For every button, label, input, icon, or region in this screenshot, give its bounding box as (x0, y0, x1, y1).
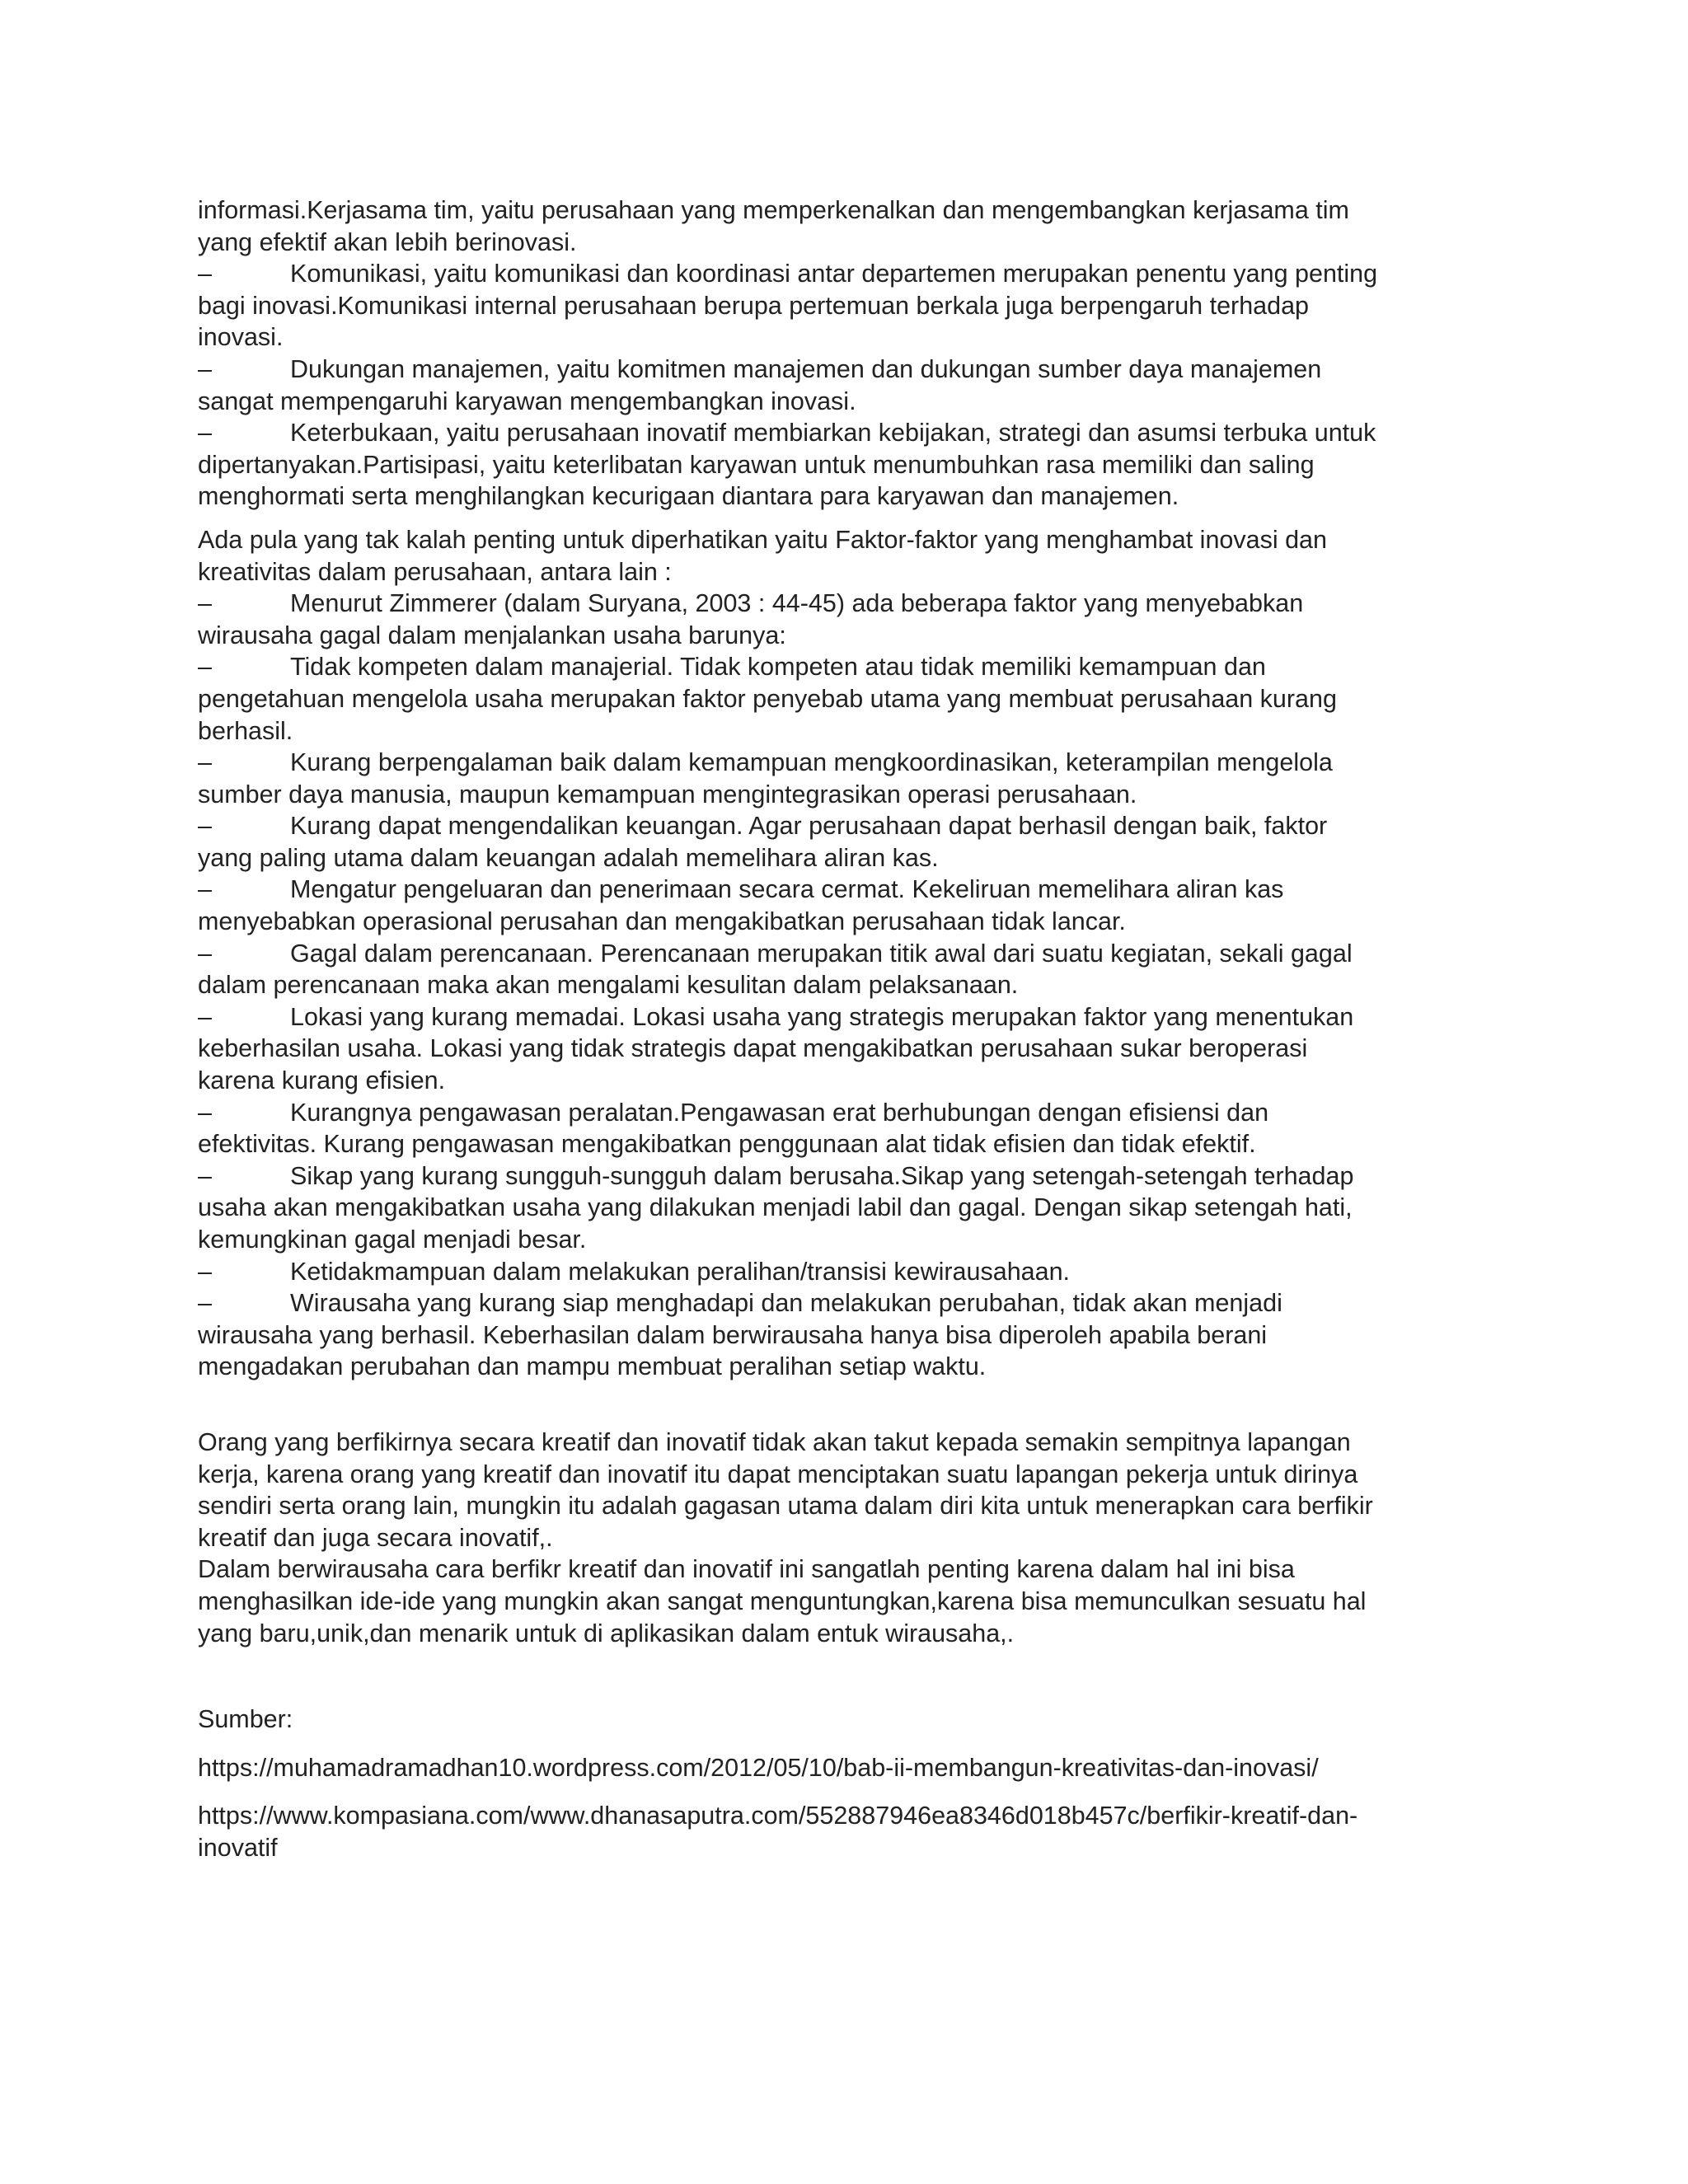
line-text: inovasi. (198, 323, 284, 352)
line-text: Ada pula yang tak kalah penting untuk diperhatikan yaitu Faktor-faktor yang menghambat inovasi dan (198, 525, 1327, 554)
list-item (198, 417, 1500, 449)
list-dash: – (198, 812, 212, 841)
line-text: pengetahuan mengelola usaha merupakan faktor penyebab utama yang membuat perusahaan kurang (198, 684, 1337, 713)
paragraph-spacer (198, 1692, 1500, 1704)
list-item (198, 874, 1500, 906)
line-text: dalam perencanaan maka akan mengalami kesulitan dalam pelaksanaan. (198, 971, 1019, 1000)
text-line (198, 1490, 1500, 1522)
source-link-continuation[interactable]: inovatif (198, 1833, 278, 1862)
text-line (198, 1319, 1500, 1352)
list-item (198, 938, 1500, 970)
line-text: Kurang berpengalaman baik dalam kemampuan mengkoordinasikan, keterampilan mengelola (290, 748, 1333, 777)
text-line (198, 194, 1500, 227)
text-line (198, 1192, 1500, 1224)
text-line (198, 524, 1500, 556)
text-line (198, 1554, 1500, 1586)
line-text: sangat mempengaruhi karyawan mengembangkan inovasi. (198, 387, 856, 415)
list-item (198, 651, 1500, 683)
list-item (198, 588, 1500, 620)
text-line (198, 556, 1500, 588)
line-text: menghasilkan ide-ide yang mungkin akan sangat menguntungkan,karena bisa memunculkan sesuatu hal (198, 1586, 1367, 1615)
list-dash: – (198, 1289, 212, 1318)
line-text: Kurang dapat mengendalikan keuangan. Agar perusahaan dapat berhasil dengan baik, faktor (290, 812, 1328, 841)
list-dash: – (198, 1161, 212, 1190)
line-text: efektivitas. Kurang pengawasan mengakibatkan penggunaan alat tidak efisien dan tidak efektif. (198, 1130, 1256, 1159)
line-text: kreatif dan juga secara inovatif,. (198, 1523, 553, 1552)
text-line (198, 1586, 1500, 1618)
line-text: kerja, karena orang yang kreatif dan inovatif itu dapat menciptakan suatu lapangan pekerja untuk dirinya (198, 1460, 1358, 1488)
line-text: karena kurang efisien. (198, 1066, 446, 1095)
text-line (198, 386, 1500, 418)
line-text: bagi inovasi.Komunikasi internal perusahaan berupa pertemuan berkala juga berpengaruh terhadap (198, 291, 1310, 320)
list-dash: – (198, 653, 212, 682)
text-line (198, 1065, 1500, 1097)
line-text: mengadakan perubahan dan mampu membuat peralihan setiap waktu. (198, 1352, 987, 1381)
paragraph-block-inhibitors (198, 524, 1500, 1383)
paragraph-spacer (198, 1736, 1500, 1752)
source-link[interactable]: https://muhamadramadhan10.wordpress.com/2012/05/10/bab-ii-membangun-kreativitas-dan-inovasi/ (198, 1753, 1319, 1782)
text-line (198, 779, 1500, 811)
line-text: Kurangnya pengawasan peralatan.Pengawasan erat berhubungan dengan efisiensi dan (290, 1098, 1269, 1127)
text-line (198, 321, 1500, 354)
text-line (198, 1522, 1500, 1554)
list-item (198, 354, 1500, 386)
paragraph-spacer (198, 1415, 1500, 1427)
line-text: Dukungan manajemen, yaitu komitmen manajemen dan dukungan sumber daya manajemen (290, 354, 1322, 383)
line-text: informasi.Kerjasama tim, yaitu perusahaan yang memperkenalkan dan mengembangkan kerjasama tim (198, 196, 1349, 224)
text-line (198, 1224, 1500, 1256)
line-text: Mengatur pengeluaran dan penerimaan secara cermat. Kekeliruan memelihara aliran kas (290, 875, 1284, 904)
line-text: Menurut Zimmerer (dalam Suryana, 2003 : 44-45) ada beberapa faktor yang menyebabkan (290, 589, 1304, 618)
text-line (198, 1128, 1500, 1160)
text-line (198, 906, 1500, 938)
list-item (198, 747, 1500, 779)
source-link[interactable]: https://www.kompasiana.com/www.dhanasaputra.com/552887946ea8346d018b457c/berfikir-kreatif-dan- (198, 1802, 1358, 1830)
list-dash: – (198, 875, 212, 904)
text-line (198, 969, 1500, 1001)
line-text: Sikap yang kurang sungguh-sungguh dalam berusaha.Sikap yang setengah-setengah terhadap (290, 1161, 1354, 1190)
line-text: wirausaha yang berhasil. Keberhasilan dalam berwirausaha hanya bisa diperoleh apabila berani (198, 1320, 1268, 1349)
text-line (198, 1618, 1500, 1650)
line-text: Dalam berwirausaha cara berfikr kreatif dan inovatif ini sangatlah penting karena dalam hal ini bisa (198, 1555, 1295, 1584)
line-text: Tidak kompeten dalam manajerial. Tidak kompeten atau tidak memiliki kemampuan dan (290, 653, 1266, 682)
list-item (198, 1001, 1500, 1033)
line-text: wirausaha gagal dalam menjalankan usaha barunya: (198, 621, 786, 649)
line-text: usaha akan mengakibatkan usaha yang dilakukan menjadi labil dan gagal. Dengan sikap setengah hati, (198, 1193, 1353, 1222)
paragraph-spacer (198, 513, 1500, 524)
paragraph-spacer (198, 1649, 1500, 1692)
text-line (198, 842, 1500, 874)
line-text: menyebabkan operasional perusahan dan mengakibatkan perusahaan tidak lancar. (198, 907, 1126, 936)
line-text: Orang yang berfikirnya secara kreatif dan inovatif tidak akan takut kepada semakin sempitnya lapangan (198, 1427, 1351, 1456)
line-text: sumber daya manusia, maupun kemampuan mengintegrasikan operasi perusahaan. (198, 780, 1137, 808)
line-text: yang paling utama dalam keuangan adalah memelihara aliran kas. (198, 843, 939, 872)
paragraph-spacer (198, 1783, 1500, 1800)
line-text: kreativitas dalam perusahaan, antara lain : (198, 557, 672, 586)
text-line (198, 1459, 1500, 1491)
text-line (198, 715, 1500, 748)
text-line (198, 449, 1500, 481)
list-item (198, 1160, 1500, 1193)
line-text: Ketidakmampuan dalam melakukan peralihan/transisi kewirausahaan. (290, 1257, 1071, 1286)
text-line (198, 290, 1500, 322)
list-dash: – (198, 1257, 212, 1286)
list-dash: – (198, 748, 212, 777)
list-item (198, 810, 1500, 842)
text-line (198, 1427, 1500, 1459)
text-line (198, 1351, 1500, 1383)
document-page (198, 194, 1500, 1864)
line-text: berhasil. (198, 716, 293, 745)
line-text: keberhasilan usaha. Lokasi yang tidak strategis dapat mengakibatkan perusahaan sukar beroperasi (198, 1034, 1308, 1063)
list-item (198, 1287, 1500, 1319)
text-line (198, 620, 1500, 652)
line-text: sendiri serta orang lain, mungkin itu adalah gagasan utama dalam diri kita untuk menerapkan cara berfikir (198, 1492, 1373, 1521)
line-text: yang efektif akan lebih berinovasi. (198, 227, 577, 256)
list-dash: – (198, 1098, 212, 1127)
line-text: dipertanyakan.Partisipasi, yaitu keterlibatan karyawan untuk menumbuhkan rasa memiliki dan saling (198, 450, 1315, 479)
line-text: Gagal dalam perencanaan. Perencanaan merupakan titik awal dari suatu kegiatan, sekali gagal (290, 939, 1353, 968)
list-dash: – (198, 260, 212, 288)
sources-label: Sumber: (198, 1705, 293, 1734)
list-dash: – (198, 1002, 212, 1031)
line-text: kemungkinan gagal menjadi besar. (198, 1226, 587, 1254)
text-line (198, 1033, 1500, 1065)
paragraph-block-conclusion (198, 1427, 1500, 1649)
list-dash: – (198, 354, 212, 383)
line-text: Komunikasi, yaitu komunikasi dan koordinasi antar departemen merupakan penentu yang penting (290, 260, 1378, 288)
text-line (198, 227, 1500, 259)
list-dash: – (198, 419, 212, 448)
text-line (198, 480, 1500, 513)
line-text: menghormati serta menghilangkan kecurigaan diantara para karyawan dan manajemen. (198, 482, 1179, 511)
text-line (198, 683, 1500, 715)
paragraph-spacer (198, 1383, 1500, 1415)
line-text: Keterbukaan, yaitu perusahaan inovatif membiarkan kebijakan, strategi dan asumsi terbuka untuk (290, 419, 1376, 448)
paragraph-block-factors (198, 194, 1500, 513)
list-item (198, 1097, 1500, 1129)
list-dash: – (198, 939, 212, 968)
line-text: Lokasi yang kurang memadai. Lokasi usaha yang strategis merupakan faktor yang menentukan (290, 1002, 1354, 1031)
line-text: Wirausaha yang kurang siap menghadapi dan melakukan perubahan, tidak akan menjadi (290, 1289, 1282, 1318)
list-dash: – (198, 589, 212, 618)
list-item (198, 1256, 1500, 1288)
list-item (198, 258, 1500, 290)
line-text: yang baru,unik,dan menarik untuk di aplikasikan dalam entuk wirausaha,. (198, 1619, 1015, 1647)
